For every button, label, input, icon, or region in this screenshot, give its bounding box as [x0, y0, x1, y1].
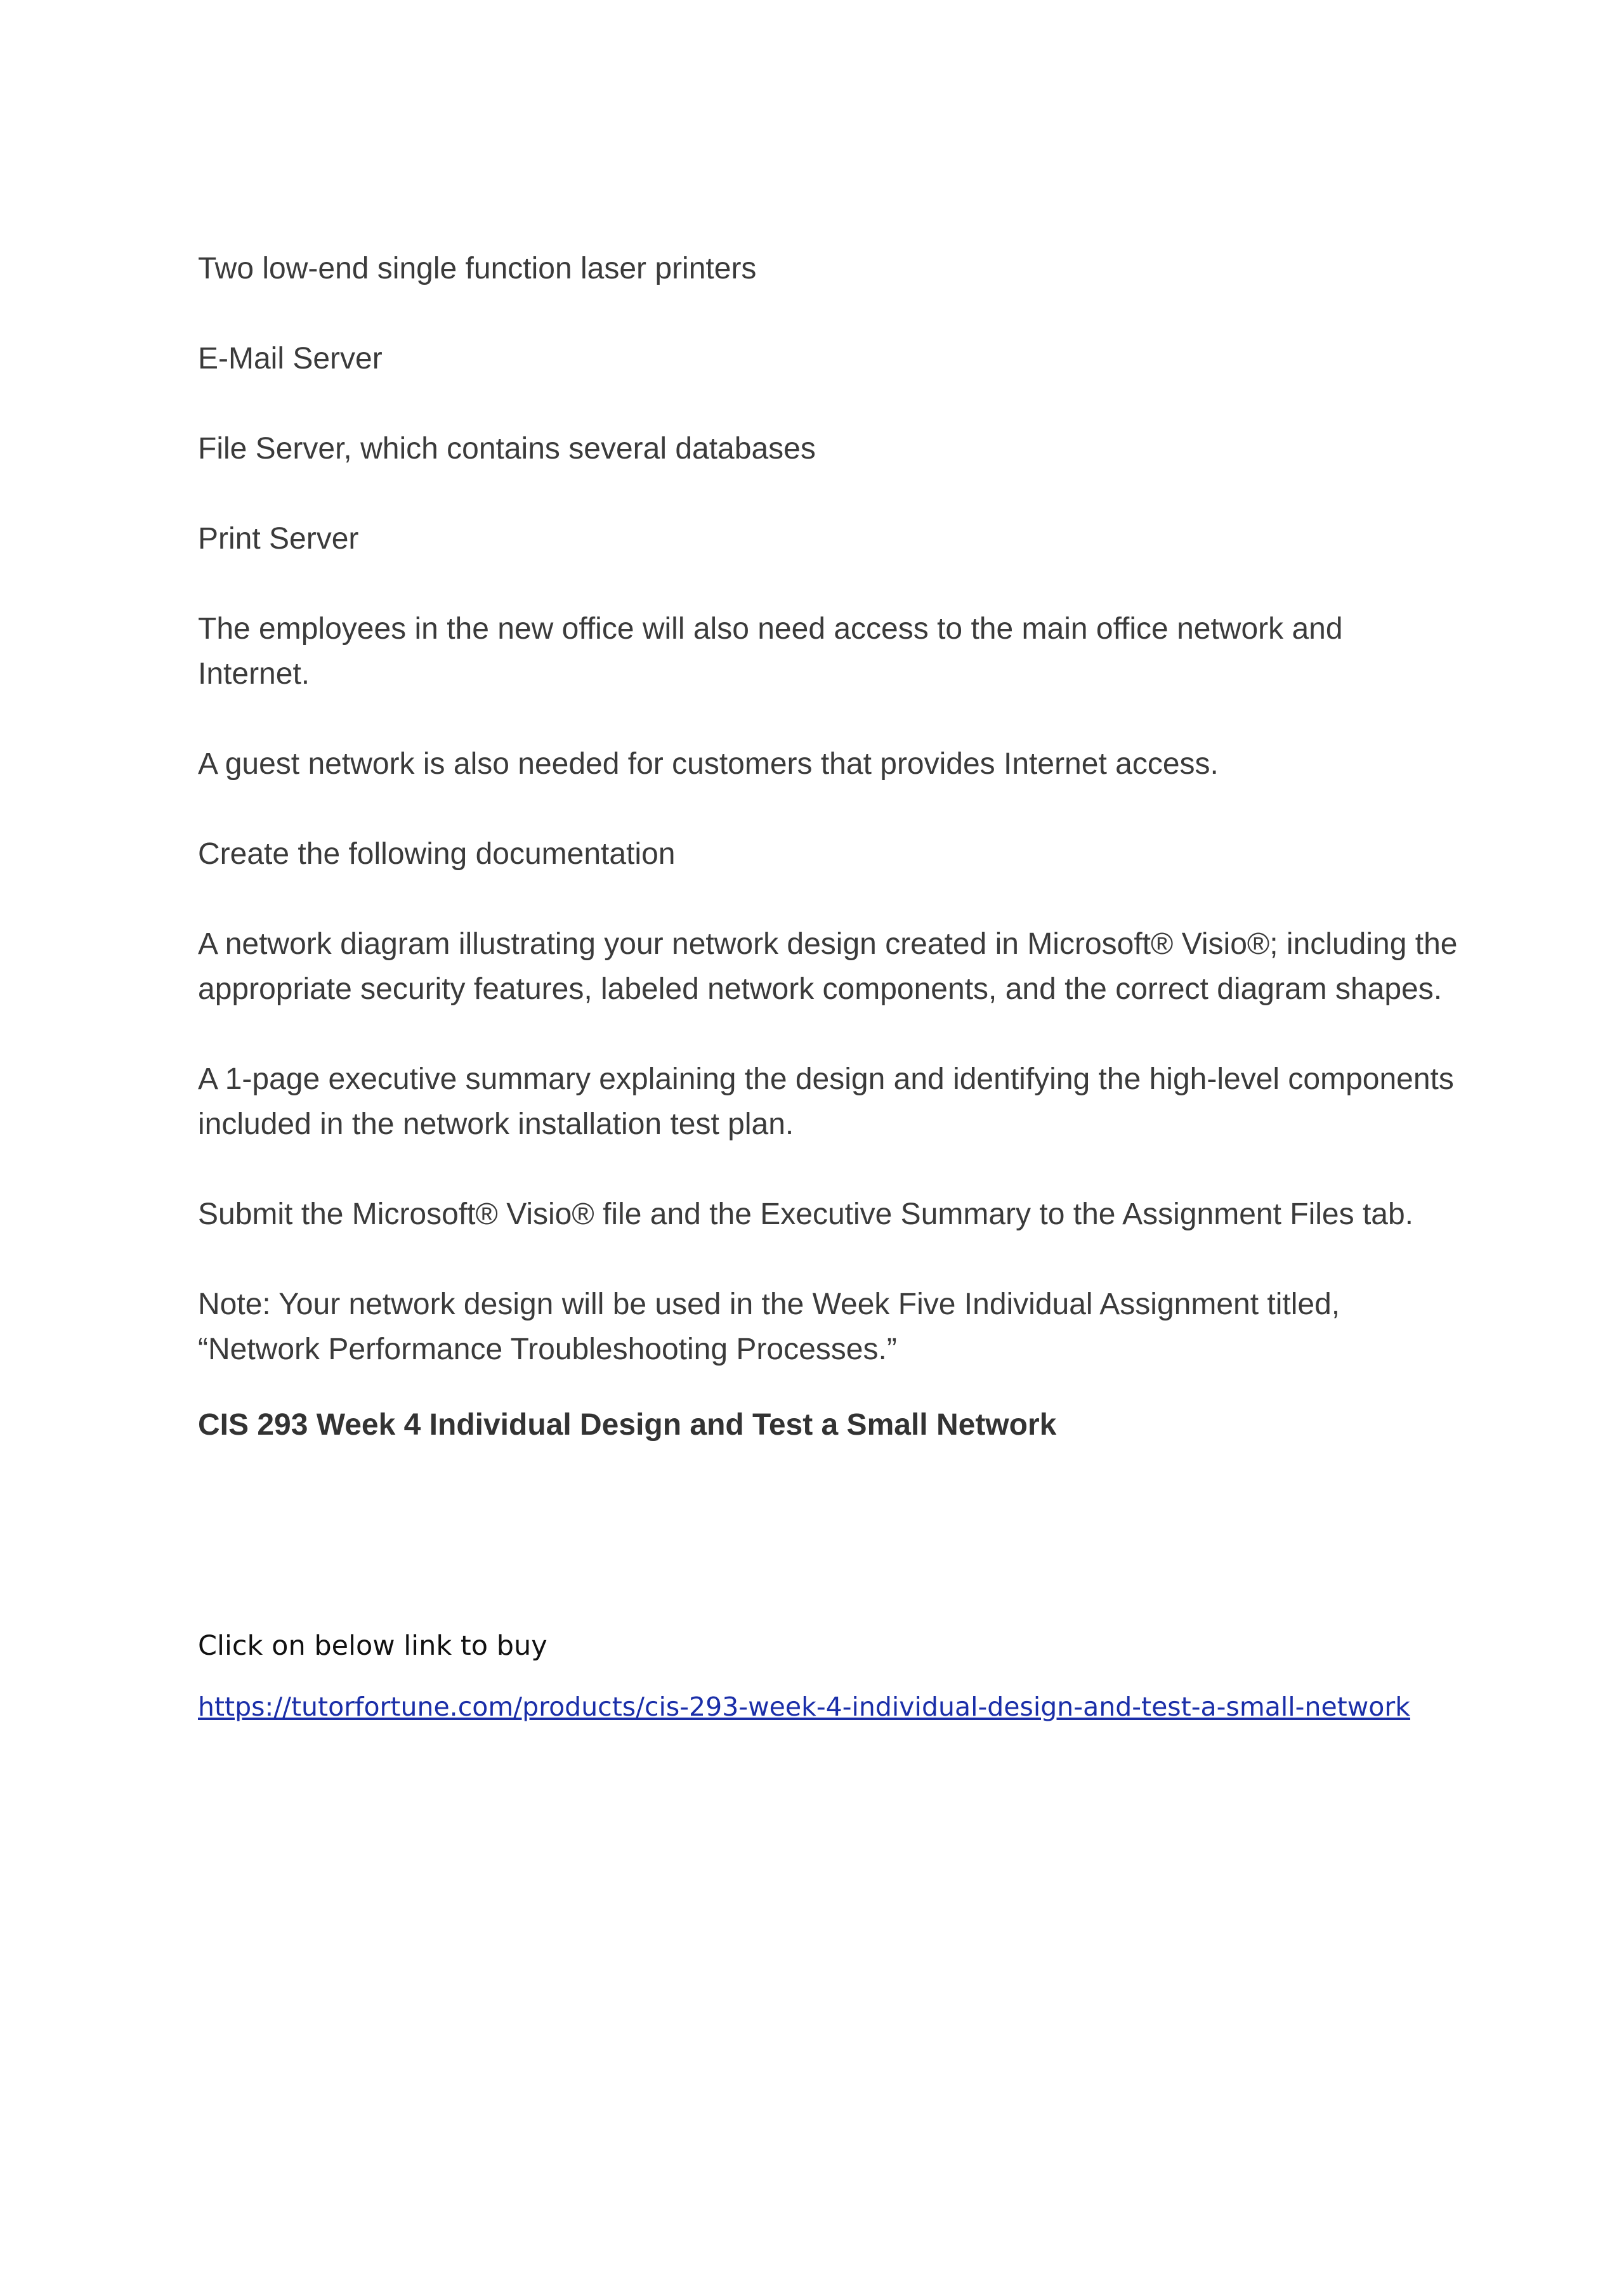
paragraph-executive-summary: A 1-page executive summary explaining the design and identifying the high-level components included in the network installation test plan.	[198, 1062, 1454, 1141]
buy-section	[198, 1625, 1530, 1728]
document-body	[198, 246, 1460, 1447]
paragraph-print-server: Print Server	[198, 522, 359, 556]
paragraph-file-server: File Server, which contains several databases	[198, 432, 816, 466]
document-heading: CIS 293 Week 4 Individual Design and Test a Small Network	[198, 1408, 1057, 1442]
buy-label: Click on below link to buy	[198, 1630, 547, 1662]
paragraph-network-diagram: A network diagram illustrating your network design created in Microsoft® Visio®; including the appropriate security features, labeled network components, and the correct diagram shapes.	[198, 927, 1458, 1006]
paragraph-create-documentation: Create the following documentation	[198, 837, 676, 871]
paragraph-guest-network: A guest network is also needed for customers that provides Internet access.	[198, 747, 1219, 781]
paragraph-note: Note: Your network design will be used in the Week Five Individual Assignment titled, “Network Performance Troubleshooting Processes.”	[198, 1288, 1340, 1366]
paragraph-printers: Two low-end single function laser printers	[198, 252, 757, 285]
paragraph-email-server: E-Mail Server	[198, 342, 383, 375]
paragraph-employee-access: The employees in the new office will also need access to the main office network and Internet.	[198, 612, 1343, 691]
buy-link[interactable]: https://tutorfortune.com/products/cis-293-week-4-individual-design-and-test-a-small-network	[198, 1692, 1410, 1722]
paragraph-submit: Submit the Microsoft® Visio® file and the Executive Summary to the Assignment Files tab.	[198, 1197, 1414, 1231]
